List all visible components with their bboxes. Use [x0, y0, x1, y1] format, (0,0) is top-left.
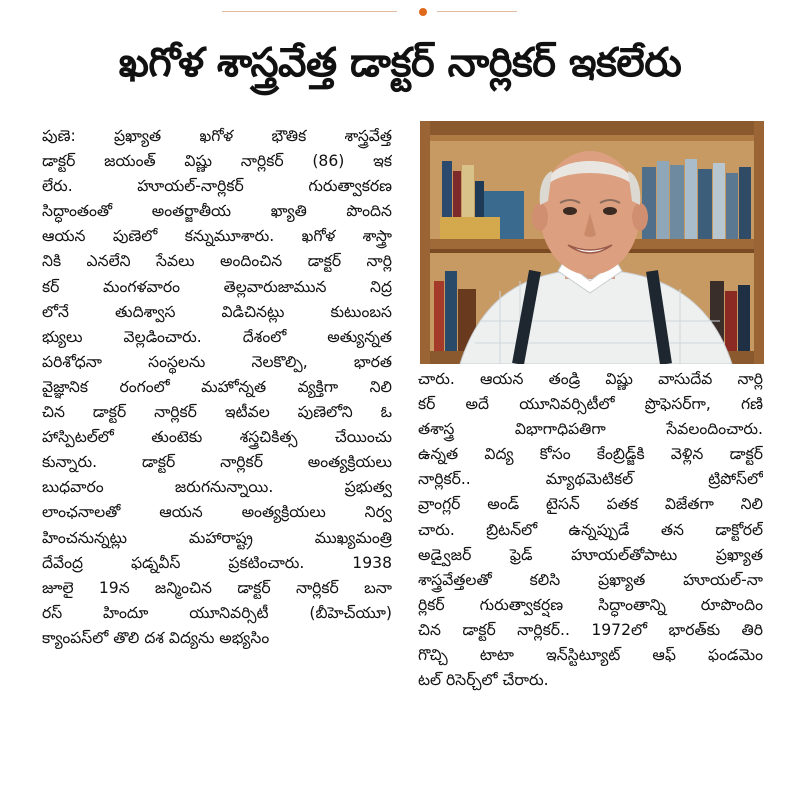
right-column	[418, 367, 763, 693]
text-line: డాక్టర్ జయంత్ విష్ణు నార్లికర్ (86) ఇక	[42, 152, 392, 171]
text-line: జూలై 19న జన్మించిన డాక్టర్ నార్లికర్ బనా	[42, 578, 392, 597]
text-line: పుణె: ప్రఖ్యాత ఖగోళ భౌతిక శాస్త్రవేత్త	[42, 127, 392, 145]
left-column	[42, 124, 392, 651]
text-line: కున్నారు. డాక్టర్ నార్లికర్ అంత్యక్రియలు	[42, 453, 392, 472]
text-line: దేవేంద్ర ఫడ్నవీస్ ప్రకటించారు. 1938	[42, 553, 392, 572]
text-line: ఉన్నత విద్య కోసం కేంబ్రిడ్జ్‌కి వెళ్లిన డాక్టర్	[418, 445, 763, 464]
text-line: హించనున్నట్లు మహారాష్ట్ర ముఖ్యమంత్రి	[42, 528, 392, 547]
text-line: హాస్పిటల్‌లో తుంటెకు శస్త్రచికిత్స చేయించు	[42, 428, 392, 447]
text-line: ఆయన పుణెలో కన్నుమూశారు. ఖగోళ శాస్త్రా	[42, 227, 392, 246]
text-line: భ్యులు వెల్లడించారు. దేశంలో అత్యున్నత	[42, 327, 392, 346]
ornament-line-left	[222, 11, 397, 12]
text-line: కర్ మంగళవారం తెల్లవారుజామున నిద్ర	[42, 277, 392, 296]
text-line: క్యాంపస్‌లో తొలి దశ విద్యను అభ్యసిం	[42, 628, 270, 647]
text-line: చిన డాక్టర్ నార్లికర్ ఇటీవల పుణెలోని ఓ	[42, 403, 392, 422]
text-line: పరిశోధనా సంస్థలను నెలకొల్పి, భారత	[42, 352, 392, 371]
text-line: చారు. బ్రిటన్‌లో ఉన్నప్పుడే తన డాక్టోరల్	[418, 520, 763, 539]
text-line: టల్ రిసెర్చ్‌లో చేరారు.	[418, 671, 549, 690]
ornament-dot	[419, 8, 427, 16]
text-line: లాంఛనాలతో ఆయన అంత్యక్రియలు నిర్వ	[42, 503, 392, 522]
text-line: గొచ్చి టాటా ఇన్‌స్టిట్యూట్ ఆఫ్ ఫండమెం	[418, 646, 763, 665]
text-line: రస్ హిందూ యూనివర్సిటీ (బీహెచ్‌యూ)	[42, 603, 392, 622]
portrait-photo	[420, 121, 764, 364]
text-line: నార్లికర్.. మ్యాథమెటికల్ ట్రిపోస్‌లో	[418, 470, 763, 489]
text-line: వ్రాంగ్లర్ అండ్ టైసన్ పతక విజేతగా నిలి	[418, 495, 763, 514]
text-line: లేరు. హూయల్-నార్లికర్ గురుత్వాకరణ	[42, 177, 392, 196]
top-ornament	[0, 8, 800, 16]
text-line: నికి ఎనలేని సేవలు అందించిన డాక్టర్ నార్లి	[42, 252, 392, 271]
text-line: చిన డాక్టర్ నార్లికర్.. 1972లో భారత్‌కు తిరి	[418, 620, 763, 639]
text-line: వైజ్ఞానిక రంగంలో మహోన్నత వ్యక్తిగా నిలి	[42, 377, 392, 396]
text-line: శాస్త్రవేత్తలతో కలిసి ప్రఖ్యాత హూయల్-నా	[418, 570, 763, 589]
text-line: లోనే తుదిశ్వాస విడిచినట్లు కుటుంబస	[42, 302, 392, 321]
text-line: కర్ అదే యూనివర్సిటీలో ప్రొఫెసర్‌గా, గణి	[418, 395, 763, 414]
text-line: సిద్ధాంతంతో అంతర్జాతీయ ఖ్యాతి పొందిన	[42, 202, 392, 221]
text-line: తశాస్త్ర విభాగాధిపతిగా సేవలందించారు.	[418, 420, 763, 439]
text-line: చారు. ఆయన తండ్రి విష్ణు వాసుదేవ నార్లి	[418, 370, 763, 388]
text-line: ర్లికర్ గురుత్వాకర్షణ సిద్ధాంతాన్ని రూపొందిం	[418, 595, 763, 614]
ornament-line-right	[437, 11, 517, 12]
headline: ఖగోళ శాస్త్రవేత్త డాక్టర్ నార్లికర్ ఇకలేరు	[118, 40, 682, 86]
text-line: అడ్వైజర్ ఫ్రెడ్ హూయల్‌తోపాటు ప్రఖ్యాత	[418, 545, 763, 564]
text-line: బుధవారం జరుగనున్నాయి. ప్రభుత్వ	[42, 478, 392, 497]
